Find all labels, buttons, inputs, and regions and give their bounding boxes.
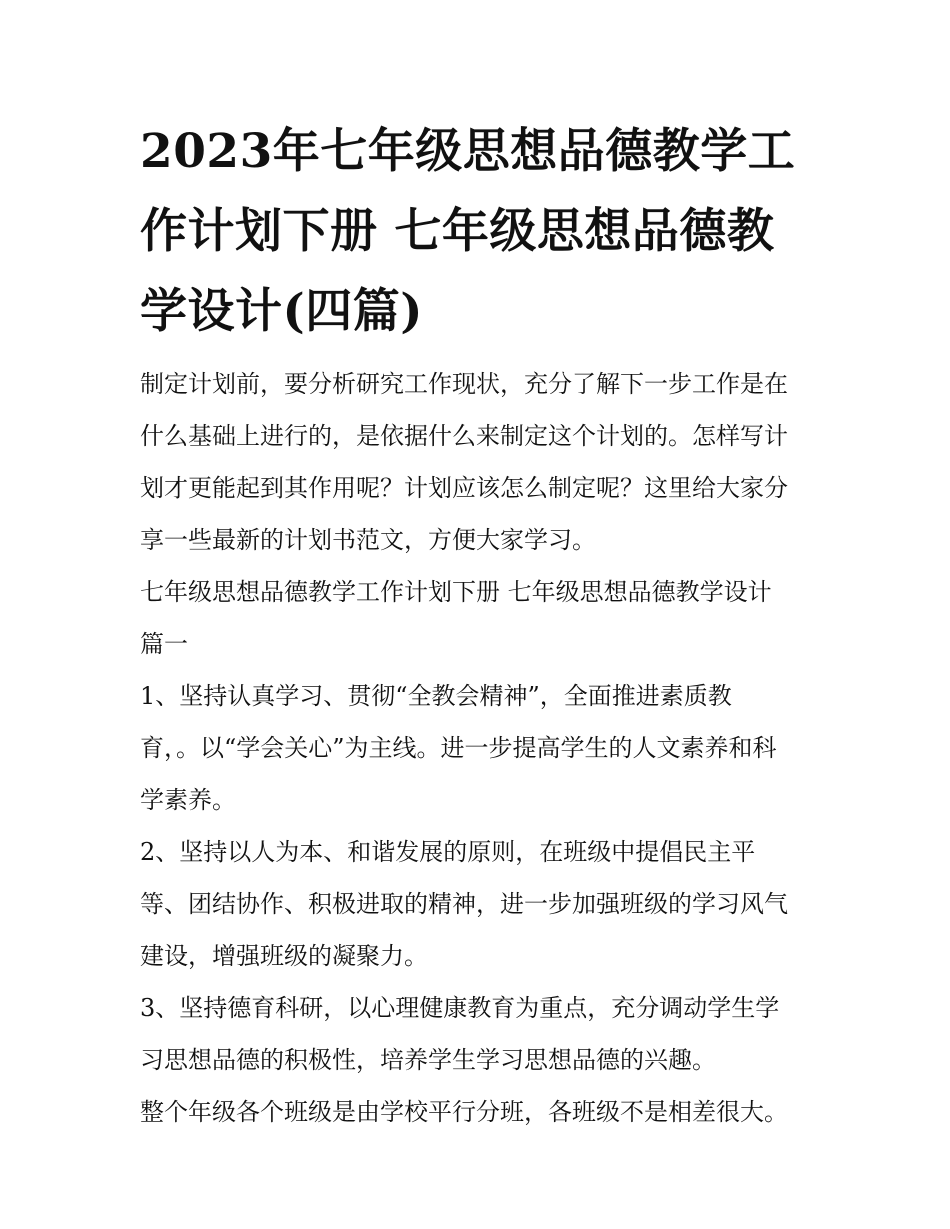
intro-line: 划才更能起到其作用呢？计划应该怎么制定呢？这里给大家分: [140, 474, 788, 502]
item-2-line: 建设，增强班级的凝聚力。: [140, 942, 428, 970]
item-2-line: 2、坚持以人为本、和谐发展的原则，在班级中提倡民主平: [140, 838, 756, 866]
title-line: 学设计(四篇): [140, 284, 423, 339]
title-line: 作计划下册 七年级思想品德教: [140, 204, 775, 259]
item-1-line: 1、坚持认真学习、贯彻“全教会精神”，全面推进素质教: [140, 682, 732, 710]
title-line: 2023年七年级思想品德教学工: [140, 124, 796, 179]
paragraph-line: 整个年级各个班级是由学校平行分班，各班级不是相差很大。: [140, 1098, 788, 1126]
section-heading-line: 篇一: [140, 630, 188, 658]
document-title: [140, 112, 820, 352]
item-1-line: 学素养。: [140, 786, 236, 814]
intro-line: 什么基础上进行的，是依据什么来制定这个计划的。怎样写计: [140, 422, 788, 450]
document-body: [140, 358, 820, 1138]
item-3-line: 3、坚持德育科研，以心理健康教育为重点，充分调动学生学: [140, 994, 780, 1022]
item-3-line: 习思想品德的积极性，培养学生学习思想品德的兴趣。: [140, 1046, 716, 1074]
intro-line: 制定计划前，要分析研究工作现状，充分了解下一步工作是在: [140, 370, 788, 398]
intro-line: 享一些最新的计划书范文，方便大家学习。: [140, 526, 596, 554]
item-1-line: 育，。以“学会关心”为主线。进一步提高学生的人文素养和科: [140, 734, 777, 762]
section-heading-line: 七年级思想品德教学工作计划下册 七年级思想品德教学设计: [140, 578, 772, 606]
item-2-line: 等、团结协作、积极进取的精神，进一步加强班级的学习风气: [140, 890, 788, 918]
document-content: [140, 112, 820, 1138]
